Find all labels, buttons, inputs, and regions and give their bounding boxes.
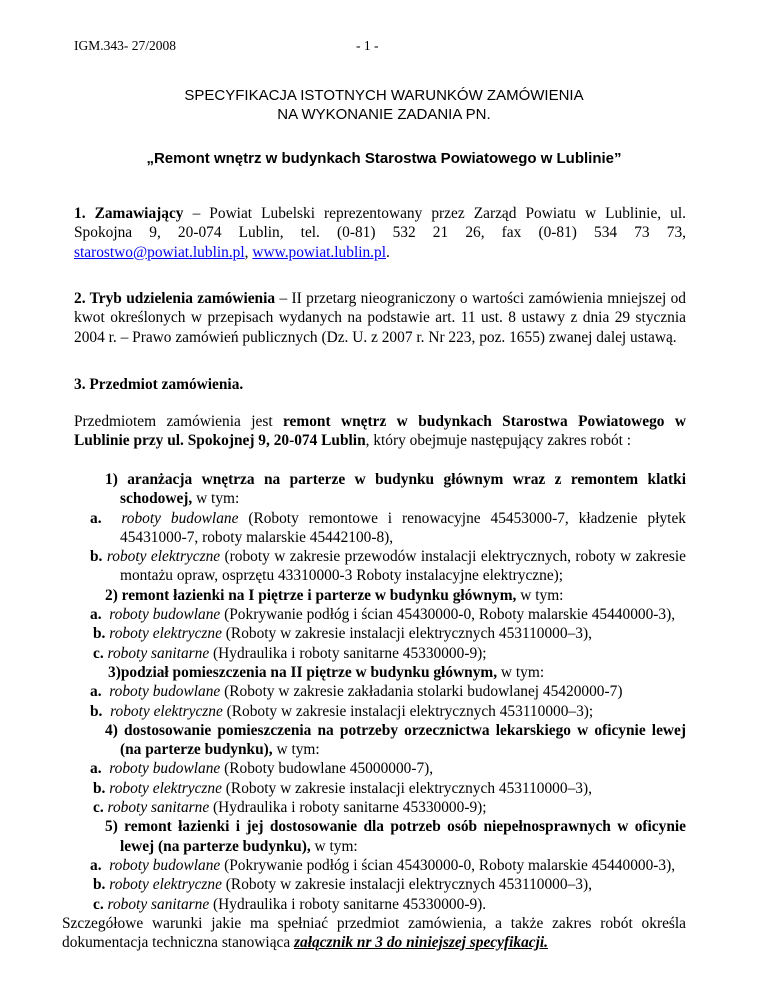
scope-list: [62, 470, 686, 952]
scope-item-4-tail: w tym:: [272, 741, 320, 759]
scope-item-4: [74, 721, 686, 760]
scope-item-1b: [74, 547, 686, 586]
scope-item-1-tail: w tym:: [192, 490, 240, 508]
label: a.: [90, 760, 102, 778]
scope-item-2: [74, 586, 686, 605]
section3-intro: [74, 412, 686, 451]
description: (Roboty w zakresie zakładania stolarki budowlanej 45420000-7): [220, 683, 623, 701]
scope-item-3: [74, 663, 686, 682]
label: a.: [90, 856, 102, 874]
scope-item-5b: [74, 875, 686, 894]
description: (Hydraulika i roboty sanitarne 45330000-9);: [209, 644, 487, 662]
section3-heading: [74, 375, 686, 394]
scope-item-3-title: 3)podział pomieszczenia na II piętrze w budynku głównym,: [108, 663, 498, 681]
description: (Roboty remontowe i renowacyjne 45453000-7, kładzenie płytek 45431000-7, roboty malarskie 45442100-8),: [120, 509, 686, 546]
closing-text: Szczegółowe warunki jakie ma spełniać przedmiot zamówienia, a także zakres robót określa dokumentacja techniczna stanowiąca: [62, 914, 686, 952]
description: (Roboty w zakresie instalacji elektrycznych 453110000–3);: [222, 702, 594, 720]
scope-item-1a: [74, 509, 686, 548]
website-link[interactable]: www.powiat.lublin.pl: [252, 243, 387, 261]
description: (Roboty w zakresie instalacji elektrycznych 453110000–3),: [221, 779, 592, 797]
description: (Roboty w zakresie instalacji elektrycznych 453110000–3),: [221, 876, 592, 894]
scope-item-4a: [74, 759, 686, 778]
document-title-line2: NA WYKONANIE ZADANIA PN.: [277, 106, 491, 123]
label: a.: [90, 509, 102, 527]
category: roboty budowlane: [109, 856, 221, 874]
section2-heading: 2. Tryb udzielenia zamówienia: [74, 290, 276, 307]
scope-item-1-title: 1) aranżacja wnętrza na parterze w budynku głównym wraz z remontem klatki schodowej,: [105, 471, 686, 508]
email-link[interactable]: starostwo@powiat.lublin.pl: [74, 243, 245, 261]
scope-closing: [62, 914, 686, 953]
separator: ,: [244, 243, 253, 261]
contract-subject: „Remont wnętrz w budynkach Starostwa Powiatowego w Lublinie”: [146, 150, 622, 167]
section2-text: – II przetarg nieograniczony o wartości zamówienia mniejszej od kwot określonych w przepisach wydanych na podstawie art. 11 ust. 8 ustawy z dnia 29 stycznia 2004 r. – Prawo zamówień publicznych (Dz. U. z 2007 r. Nr 223, poz. 1655) zwanej dalej ustawą.: [74, 290, 686, 346]
scope-item-2-title: 2) remont łazienki na I piętrze i parterze w budynku głównym,: [105, 586, 517, 604]
scope-item-2a: [74, 605, 686, 624]
scope-item-3a: [74, 682, 686, 701]
scope-item-2b: [74, 624, 686, 643]
scope-item-3b: [74, 702, 686, 721]
label: a.: [90, 683, 102, 701]
category: roboty elektryczne: [109, 625, 222, 643]
period: .: [386, 243, 390, 261]
category: roboty elektryczne: [106, 548, 221, 566]
scope-item-2-tail: w tym:: [516, 586, 564, 604]
label: b.: [93, 625, 106, 643]
scope-item-5: [74, 817, 686, 856]
section3-heading-text: 3. Przedmiot zamówienia.: [74, 376, 244, 393]
section-contracting-authority: [74, 204, 686, 262]
scope-item-4-title: 4) dostosowanie pomieszczenia na potrzeby orzecznictwa lekarskiego w oficynie lewej (na parterze budynku),: [105, 721, 686, 759]
section-procedure: [74, 289, 686, 347]
description: (Pokrywanie podłóg i ścian 45430000-0, Roboty malarskie 45440000-3),: [220, 856, 676, 874]
label: c.: [93, 895, 104, 913]
category: roboty budowlane: [109, 683, 221, 701]
scope-item-4c: [74, 798, 686, 817]
label: c.: [93, 799, 104, 817]
label: b.: [93, 779, 106, 797]
label: a.: [90, 606, 102, 624]
intro-bold: remont wnętrz w budynkach Starostwa Powiatowego w Lublinie przy ul. Spokojnej 9, 20-074 Lublin: [74, 413, 686, 450]
scope-item-2c: [74, 644, 686, 663]
category: roboty budowlane: [109, 606, 221, 624]
category: roboty budowlane: [109, 760, 221, 778]
intro-text: Przedmiotem zamówienia jest: [74, 413, 283, 430]
description: (Roboty budowlane 45000000-7),: [220, 760, 434, 778]
scope-item-5c: [74, 895, 686, 914]
intro-tail: , który obejmuje następujący zakres robót :: [365, 432, 632, 450]
description: (Roboty w zakresie instalacji elektrycznych 453110000–3),: [221, 625, 592, 643]
scope-item-1: [74, 470, 686, 509]
document-reference: IGM.343- 27/2008: [74, 38, 176, 53]
label: b.: [93, 876, 106, 894]
attachment-reference: załącznik nr 3 do niniejszej specyfikacji.: [294, 934, 548, 952]
category: roboty elektryczne: [109, 779, 222, 797]
label: b.: [90, 548, 103, 566]
scope-item-4b: [74, 779, 686, 798]
category: roboty sanitarne: [107, 644, 210, 662]
category: roboty budowlane: [121, 509, 239, 527]
category: roboty elektryczne: [110, 702, 223, 720]
scope-item-5a: [74, 856, 686, 875]
page-number: - 1 -: [356, 38, 379, 53]
label: b.: [90, 702, 103, 720]
document-title-line1: SPECYFIKACJA ISTOTNYCH WARUNKÓW ZAMÓWIENIA: [184, 87, 584, 104]
description: (roboty w zakresie przewodów instalacji elektrycznych, roboty w zakresie montażu opraw, osprzętu 43310000-3 Roboty instalacyjne elektryczne);: [120, 548, 686, 585]
description: (Hydraulika i roboty sanitarne 45330000-9).: [209, 895, 487, 913]
description: (Pokrywanie podłóg i ścian 45430000-0, Roboty malarskie 45440000-3),: [220, 606, 676, 624]
scope-item-5-title: 5) remont łazienki i jej dostosowanie dla potrzeb osób niepełnosprawnych w oficynie lewej (na parterze budynku),: [105, 818, 686, 855]
description: (Hydraulika i roboty sanitarne 45330000-9);: [209, 799, 487, 817]
category: roboty elektryczne: [109, 876, 222, 894]
category: roboty sanitarne: [107, 895, 210, 913]
label: c.: [93, 644, 104, 662]
scope-item-5-tail: w tym:: [310, 837, 358, 855]
category: roboty sanitarne: [107, 799, 210, 817]
section1-heading: 1. Zamawiający: [74, 205, 184, 222]
scope-item-3-tail: w tym:: [497, 663, 545, 681]
section1-text: – Powiat Lubelski reprezentowany przez Zarząd Powiatu w Lublinie, ul. Spokojna 9, 20-074 Lublin, tel. (0-81) 532 21 26, fax (0-81) 534 73 73,: [74, 205, 686, 242]
